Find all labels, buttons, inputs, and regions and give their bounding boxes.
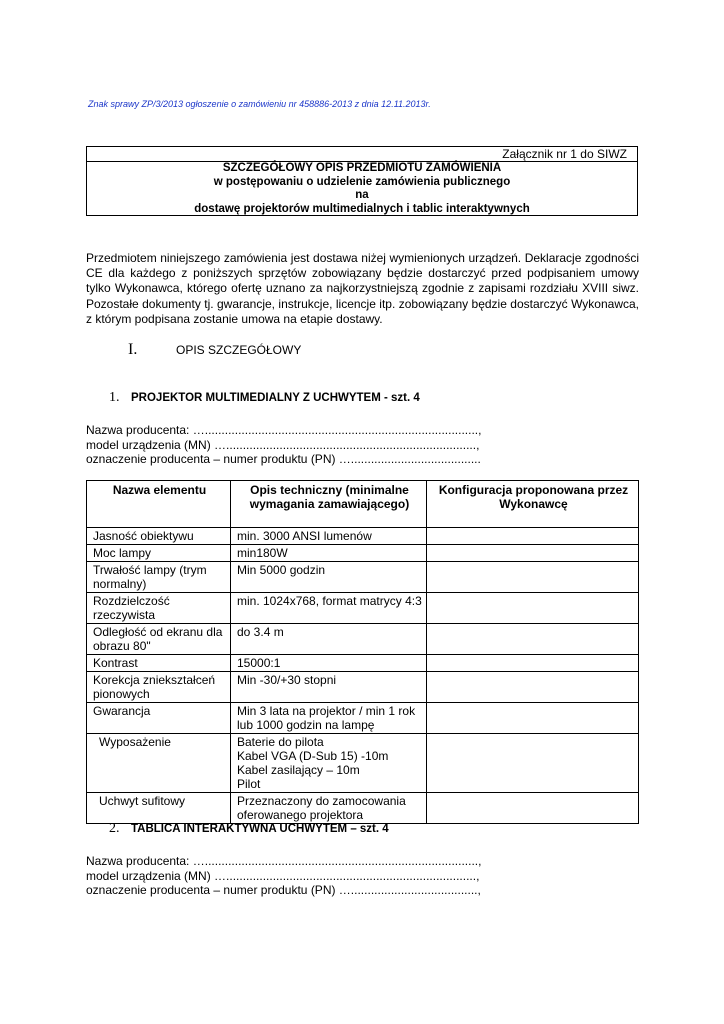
row-spec: Min 3 lata na projektor / min 1 rok lub 1000 godzin na lampę [231, 703, 427, 734]
row-offer [427, 734, 639, 793]
table-row [87, 793, 639, 824]
row-name: Trwałość lampy (trym normalny) [87, 562, 231, 593]
row-offer [427, 593, 639, 624]
projector-spec-table [86, 480, 639, 824]
producer-name-field: Nazwa producenta: ….................................................................................., [86, 423, 482, 437]
row-spec: Min 5000 godzin [231, 562, 427, 593]
product-number-field: oznaczenie producenta – numer produktu (PN) …......................................, [86, 883, 481, 897]
annex-label: Załącznik nr 1 do SIWZ [87, 147, 637, 162]
row-spec: min. 3000 ANSI lumenów [231, 528, 427, 545]
spec-line: Pilot [237, 777, 261, 791]
producer-name-field: Nazwa producenta: ….................................................................................., [86, 854, 482, 868]
row-name: Korekcja zniekształceń pionowych [87, 672, 231, 703]
title-line-3: na [355, 189, 369, 201]
table-row [87, 703, 639, 734]
spec-line: Kabel VGA (D-Sub 15) -10m [237, 749, 389, 763]
section-1-title: OPIS SZCZEGÓŁOWY [176, 343, 302, 357]
table-row [87, 734, 639, 793]
item-1-fields [86, 423, 481, 467]
spec-line: Baterie do pilota [237, 735, 324, 749]
row-name: Rozdzielczość rzeczywista [87, 593, 231, 624]
row-name: Uchwyt sufitowy [87, 793, 231, 824]
row-spec: min. 1024x768, format matrycy 4:3 [231, 593, 427, 624]
row-spec: Min -30/+30 stopni [231, 672, 427, 703]
row-offer [427, 655, 639, 672]
row-spec: min180W [231, 545, 427, 562]
row-offer [427, 703, 639, 734]
row-offer [427, 672, 639, 703]
title-line-4: dostawę projektorów multimedialnych i tablic interaktywnych [194, 202, 530, 215]
header-proposed-config: Konfiguracja proponowana przez Wykonawcę [427, 481, 639, 528]
item-1-title: PROJEKTOR MULTIMEDIALNY Z UCHWYTEM - szt. 4 [131, 392, 420, 404]
spec-line: Kabel zasilający – 10m [237, 763, 360, 777]
case-reference: Znak sprawy ZP/3/2013 ogłoszenie o zamówieniu nr 458886-2013 z dnia 12.11.2013r. [88, 99, 431, 109]
table-row [87, 545, 639, 562]
table-row [87, 655, 639, 672]
row-name: Gwarancja [87, 703, 231, 734]
section-1-number: I. [128, 341, 138, 358]
row-offer [427, 528, 639, 545]
table-row [87, 593, 639, 624]
row-name: Wyposażenie [87, 734, 231, 793]
device-model-field: model urządzenia (MN) …..........................................................................., [86, 868, 480, 883]
row-spec: 15000:1 [231, 655, 427, 672]
table-row [87, 672, 639, 703]
intro-paragraph: Przedmiotem niniejszego zamówienia jest dostawa niżej wymienionych urządzeń. Deklaracje zgodności CE dla każdego z poniższych sprzętów zobowiązany będzie dostarczyć przed podpisaniem umowy tylko Wykonawca, którego ofertę uznano za najkorzystniejszą zgodnie z zapisami rozdziału XVIII siwz. Pozostałe dokumenty tj. gwarancje, instrukcje, licencje itp. zobowiązany będzie dostarczyć Wykonawca, z którym podpisana zostanie umowa na etapie dostawy. [86, 251, 639, 326]
row-name: Odległość od ekranu dla obrazu 80" [87, 624, 231, 655]
row-spec: do 3.4 m [231, 624, 427, 655]
row-name: Moc lampy [87, 545, 231, 562]
row-spec: Przeznaczony do zamocowania oferowanego projektora [231, 793, 427, 824]
row-offer [427, 545, 639, 562]
item-2-number: 2. [109, 821, 120, 836]
header-element-name: Nazwa elementu [87, 481, 231, 528]
row-offer [427, 562, 639, 593]
table-row [87, 624, 639, 655]
row-offer [427, 624, 639, 655]
row-name: Jasność obiektywu [87, 528, 231, 545]
table-row [87, 528, 639, 545]
product-number-field: oznaczenie producenta – numer produktu (PN) …....................................... [86, 452, 481, 466]
title-line-1: SZCZEGÓŁOWY OPIS PRZEDMIOTU ZAMÓWIENIA [222, 162, 502, 174]
item-1-number: 1. [109, 390, 120, 405]
device-model-field: model urządzenia (MN) …..........................................................................., [86, 437, 480, 452]
row-name: Kontrast [87, 655, 231, 672]
row-offer [427, 793, 639, 824]
header-technical-spec: Opis techniczny (minimalne wymagania zamawiającego) [231, 481, 427, 528]
item-2-fields [86, 854, 481, 898]
header-box [86, 146, 638, 216]
table-row [87, 562, 639, 593]
item-2-title: TABLICA INTERAKTYWNA UCHWYTEM – szt. 4 [131, 823, 389, 835]
row-spec [231, 734, 427, 793]
table-header-row [87, 481, 639, 528]
title-line-2: w postępowaniu o udzielenie zamówienia publicznego [213, 175, 511, 188]
